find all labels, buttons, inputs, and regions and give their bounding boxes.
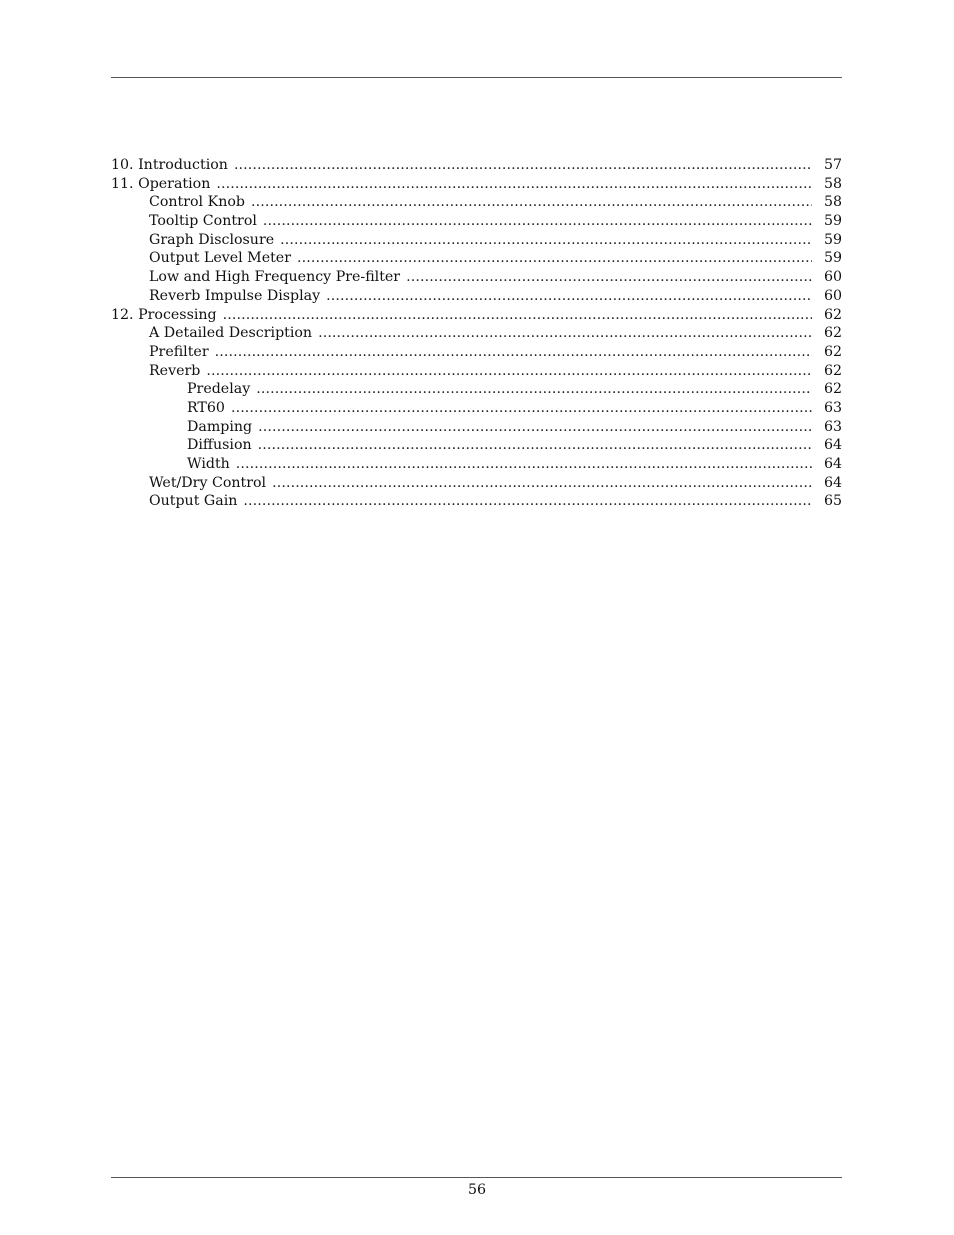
toc-entry[interactable]: [111, 156, 842, 175]
toc-entry-page: 63: [812, 418, 842, 437]
toc-entry-page: 64: [812, 436, 842, 455]
toc-entry[interactable]: [111, 418, 842, 437]
toc-entry-page: 60: [812, 268, 842, 287]
toc-entry-title: RT60: [187, 399, 231, 418]
toc-entry-page: 65: [812, 492, 842, 511]
toc-entry[interactable]: [111, 362, 842, 381]
dot-leader: [258, 418, 812, 437]
dot-leader: [272, 474, 812, 493]
toc-entry[interactable]: [111, 287, 842, 306]
page-number: 56: [467, 1182, 487, 1198]
table-of-contents: [111, 156, 842, 511]
toc-entry-page: 64: [812, 474, 842, 493]
dot-leader: [263, 212, 812, 231]
dot-leader: [243, 492, 812, 511]
toc-entry-title: 11. Operation: [111, 175, 216, 194]
toc-entry-page: 59: [812, 249, 842, 268]
toc-entry-title: 12. Processing: [111, 306, 223, 325]
dot-leader: [216, 175, 812, 194]
toc-entry[interactable]: [111, 343, 842, 362]
dot-leader: [206, 362, 812, 381]
toc-entry-page: 57: [812, 156, 842, 175]
toc-entry-page: 59: [812, 231, 842, 250]
dot-leader: [297, 249, 812, 268]
toc-entry-title: A Detailed Description: [149, 324, 318, 343]
toc-entry-page: 59: [812, 212, 842, 231]
toc-entry-title: Reverb: [149, 362, 206, 381]
toc-entry-title: Wet/Dry Control: [149, 474, 272, 493]
toc-entry-title: Width: [187, 455, 236, 474]
toc-entry[interactable]: [111, 474, 842, 493]
toc-entry-page: 64: [812, 455, 842, 474]
dot-leader: [326, 287, 812, 306]
toc-entry-page: 60: [812, 287, 842, 306]
footer-rule: [111, 1177, 842, 1178]
toc-entry-title: Control Knob: [149, 193, 251, 212]
toc-entry-title: Reverb Impulse Display: [149, 287, 326, 306]
toc-entry[interactable]: [111, 175, 842, 194]
toc-entry-title: Tooltip Control: [149, 212, 263, 231]
dot-leader: [234, 156, 812, 175]
toc-entry[interactable]: [111, 231, 842, 250]
dot-leader: [258, 436, 812, 455]
dot-leader: [318, 324, 812, 343]
toc-entry-title: 10. Introduction: [111, 156, 234, 175]
toc-entry-page: 63: [812, 399, 842, 418]
toc-entry-title: Output Level Meter: [149, 249, 297, 268]
toc-entry-page: 62: [812, 362, 842, 381]
dot-leader: [215, 343, 812, 362]
dot-leader: [251, 193, 812, 212]
toc-entry[interactable]: [111, 249, 842, 268]
dot-leader: [223, 306, 812, 325]
toc-entry[interactable]: [111, 306, 842, 325]
header-rule: [111, 77, 842, 78]
toc-entry[interactable]: [111, 492, 842, 511]
dot-leader: [280, 231, 812, 250]
toc-entry-page: 62: [812, 306, 842, 325]
toc-entry[interactable]: [111, 324, 842, 343]
toc-entry[interactable]: [111, 212, 842, 231]
toc-entry-title: Damping: [187, 418, 258, 437]
toc-entry-page: 62: [812, 324, 842, 343]
dot-leader: [231, 399, 812, 418]
toc-entry-page: 62: [812, 380, 842, 399]
toc-entry[interactable]: [111, 268, 842, 287]
toc-entry-title: Predelay: [187, 380, 256, 399]
dot-leader: [256, 380, 812, 399]
toc-entry-title: Graph Disclosure: [149, 231, 280, 250]
dot-leader: [236, 455, 812, 474]
toc-entry[interactable]: [111, 436, 842, 455]
toc-entry[interactable]: [111, 455, 842, 474]
toc-entry-page: 58: [812, 193, 842, 212]
toc-entry[interactable]: [111, 399, 842, 418]
dot-leader: [406, 268, 812, 287]
toc-entry-page: 62: [812, 343, 842, 362]
toc-entry-title: Diffusion: [187, 436, 258, 455]
toc-entry[interactable]: [111, 380, 842, 399]
toc-entry-title: Low and High Frequency Pre-filter: [149, 268, 406, 287]
toc-entry-title: Output Gain: [149, 492, 243, 511]
toc-entry[interactable]: [111, 193, 842, 212]
toc-entry-page: 58: [812, 175, 842, 194]
toc-entry-title: Prefilter: [149, 343, 215, 362]
